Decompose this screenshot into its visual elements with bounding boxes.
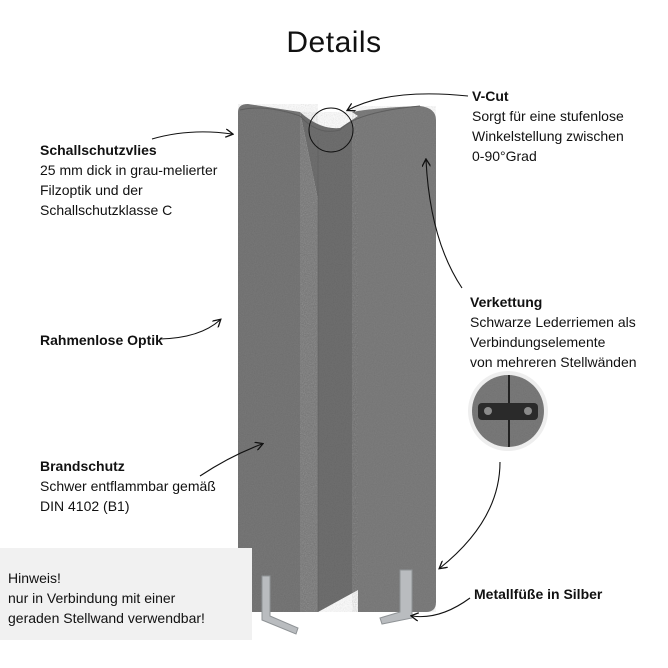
arrow-strap-to-foot	[440, 462, 500, 568]
left-panel	[238, 104, 318, 612]
verkettung-line-2: Verbindungselemente	[470, 334, 606, 350]
vcut-line-1: Sorgt für eine stufenlose	[472, 108, 624, 124]
schallschutzvlies-line-1: 25 mm dick in grau-melierter	[40, 162, 218, 178]
arrow-rahmenlose	[160, 320, 220, 339]
section-rahmenlose	[40, 330, 163, 350]
hint-heading: Hinweis!	[8, 570, 61, 586]
verkettung-line-1: Schwarze Lederriemen als	[470, 314, 636, 330]
hint-line-1: nur in Verbindung mit einer	[8, 590, 176, 606]
metallfuesse-heading: Metallfüße in Silber	[474, 586, 603, 602]
schallschutzvlies-line-2: Filzoptik und der	[40, 182, 143, 198]
brandschutz-line-1: Schwer entflammbar gemäß	[40, 478, 216, 494]
right-panel	[352, 106, 436, 612]
vcut-line-3: 0-90°Grad	[472, 148, 537, 164]
vcut-heading: V-Cut	[472, 88, 509, 104]
verkettung-line-3: von mehreren Stellwänden	[470, 354, 637, 370]
brandschutz-line-2: DIN 4102 (B1)	[40, 498, 130, 514]
page-title: Details	[286, 26, 382, 59]
section-schallschutzvlies	[40, 140, 217, 220]
vcut-line-2: Winkelstellung zwischen	[472, 128, 624, 144]
section-brandschutz	[40, 456, 216, 516]
schallschutzvlies-heading: Schallschutzvlies	[40, 142, 157, 158]
brandschutz-heading: Brandschutz	[40, 458, 125, 474]
hint-line-2: geraden Stellwand verwendbar!	[8, 610, 205, 626]
rahmenlose-heading: Rahmenlose Optik	[40, 332, 163, 348]
arrow-schallschutzvlies	[152, 132, 232, 139]
section-metallfuesse	[474, 584, 602, 604]
section-verkettung	[470, 292, 637, 372]
section-vcut	[472, 86, 624, 166]
schallschutzvlies-line-3: Schallschutzklasse C	[40, 202, 173, 218]
hint-box	[0, 548, 252, 640]
verkettung-heading: Verkettung	[470, 294, 543, 310]
strap-detail	[468, 371, 550, 453]
